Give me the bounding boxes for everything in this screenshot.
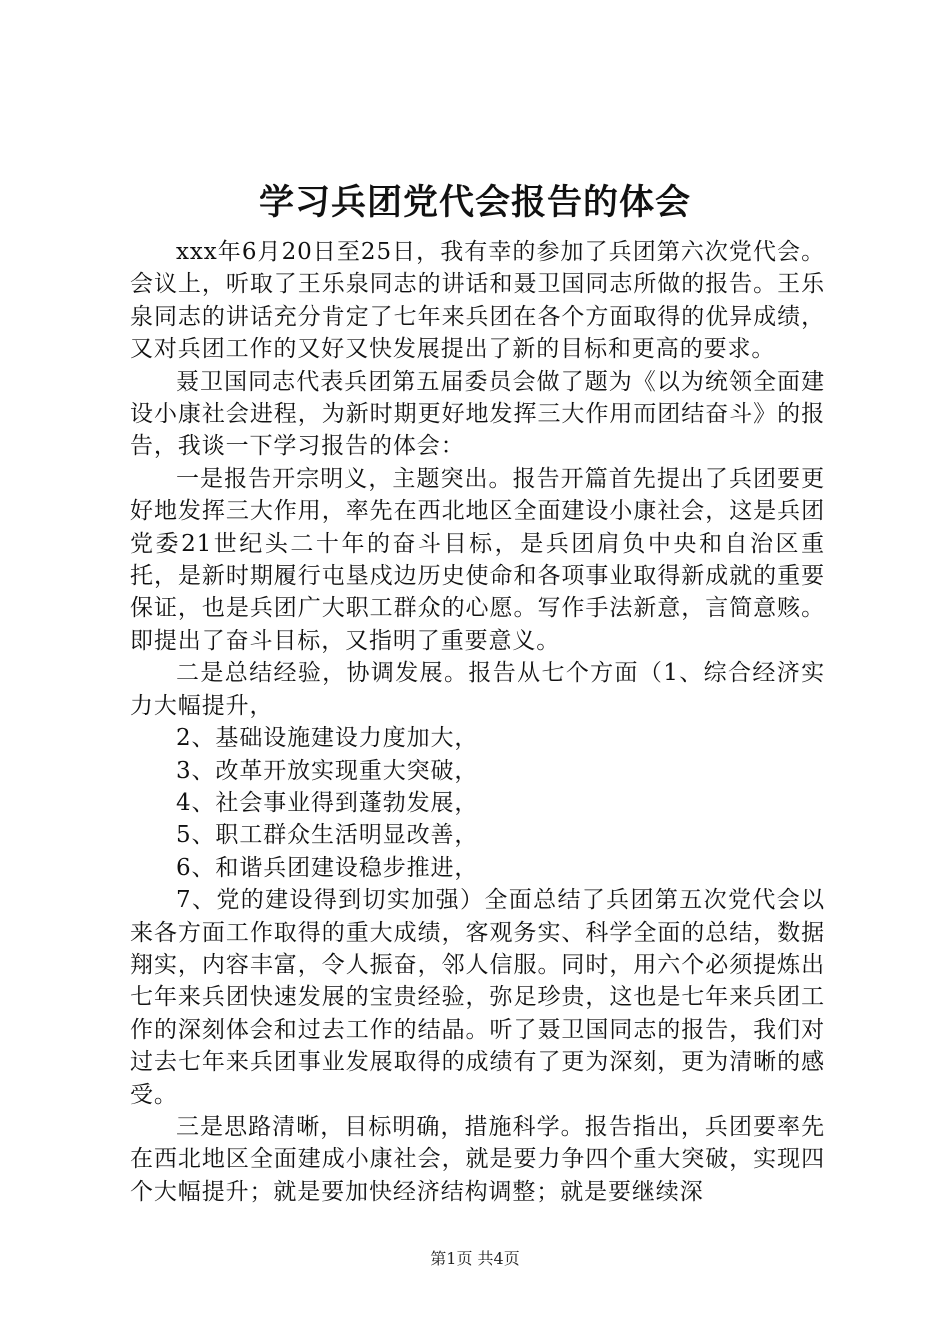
- list-item: 5、职工群众生活明显改善，: [176, 822, 479, 849]
- paragraph: 聂卫国同志代表兵团第五届委员会做了题为《以为统领全面建设小康社会进程，为新时期更好地发挥三大作用而团结奋斗》的报告，我谈一下学习报告的体会：: [130, 368, 825, 460]
- list-item: 3、改革开放实现重大突破，: [176, 757, 479, 784]
- paragraph: 一是报告开宗明义，主题突出。报告开篇首先提出了兵团要更好地发挥三大作用，率先在西北地区全面建设小康社会，这是兵团党委21世纪头二十年的奋斗目标，是兵团肩负中央和自治区重托，是新时期履行屯垦戍边历史使命和各项事业取得新成就的重要保证，也是兵团广大职工群众的心愿。写作手法新意，言简意赅。即提出了奋斗目标，又指明了重要意义。: [130, 465, 825, 654]
- paragraph: 三是思路清晰，目标明确，措施科学。报告指出，兵团要率先在西北地区全面建成小康社会，就是要力争四个重大突破，实现四个大幅提升；就是要加快经济结构调整；就是要继续深: [130, 1113, 825, 1205]
- document-title: 学习兵团党代会报告的体会: [258, 182, 691, 223]
- list-item: 6、和谐兵团建设稳步推进，: [176, 854, 479, 881]
- list-item: 2、基础设施建设力度加大，: [176, 725, 479, 752]
- paragraph: xxx年6月20日至25日，我有幸的参加了兵团第六次党代会。会议上，听取了王乐泉同志的讲话和聂卫国同志所做的报告。王乐泉同志的讲话充分肯定了七年来兵团在各个方面取得的优异成绩，又对兵团工作的又好又快发展提出了新的目标和更高的要求。: [130, 239, 825, 363]
- document-body: [130, 236, 825, 1208]
- page-number-footer: 第1页 共4页: [430, 1249, 520, 1268]
- paragraph: 二是总结经验，协调发展。报告从七个方面（1、综合经济实力大幅提升，: [130, 660, 825, 719]
- list-item: 4、社会事业得到蓬勃发展，: [176, 789, 479, 816]
- paragraph: 7、党的建设得到切实加强）全面总结了兵团第五次党代会以来各方面工作取得的重大成绩，客观务实、科学全面的总结，数据翔实，内容丰富，令人振奋，邻人信服。同时，用六个必须提炼出七年来兵团快速发展的宝贵经验，弥足珍贵，这也是七年来兵团工作的深刻体会和过去工作的结晶。听了聂卫国同志的报告，我们对过去七年来兵团事业发展取得的成绩有了更为深刻，更为清晰的感受。: [130, 887, 825, 1108]
